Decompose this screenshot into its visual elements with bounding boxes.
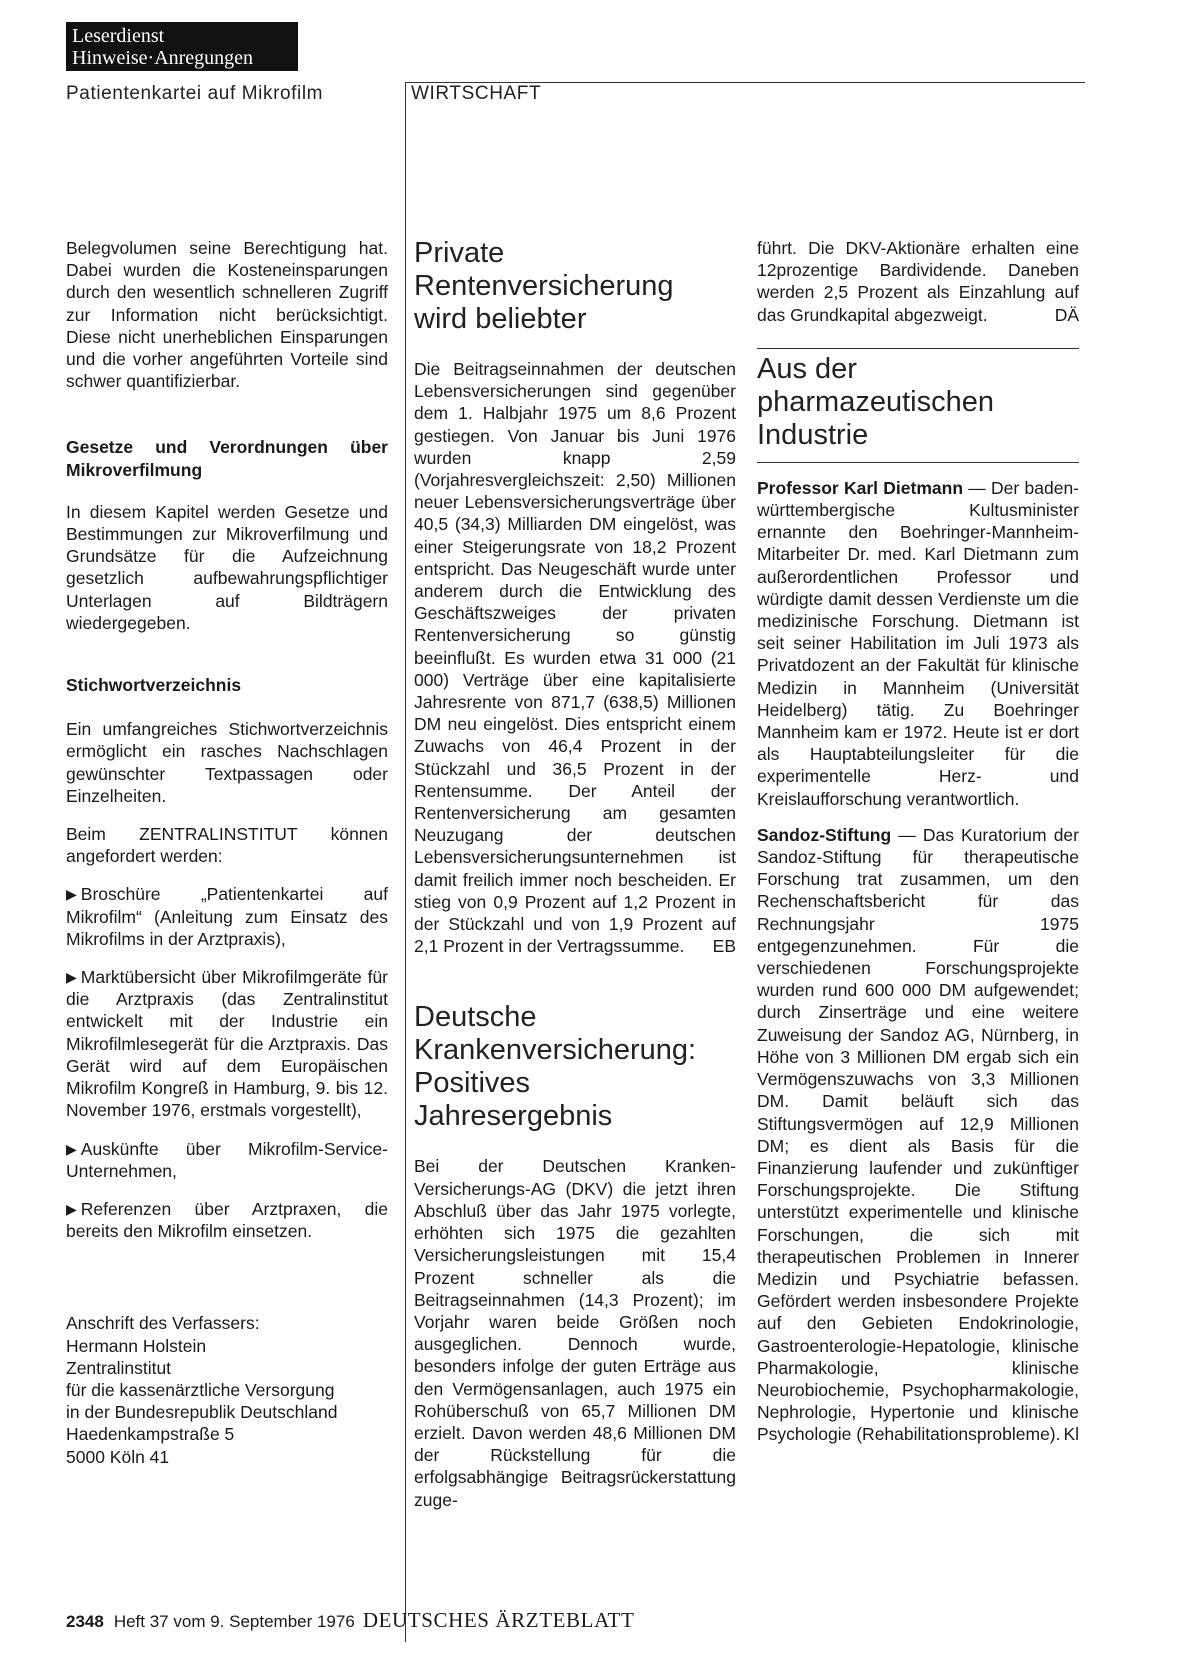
header-rule — [405, 82, 1085, 83]
title-line: Aus der — [757, 352, 857, 385]
bullet-text: Marktübersicht über Mikrofilmgeräte für die Arztpraxis (das Zentralinstitut entwickelt mit der Industrie ein Mikrofilmlesegerät für die Arztpraxis. Das Gerät wird auf dem Europäischen Mikrofilm Kongreß in Hamburg, 9. bis 12. November 1976, erstmals vorgestellt), — [66, 967, 388, 1121]
address-line: Zentralinstitut — [66, 1357, 172, 1378]
title-line: Rentenversicherung — [414, 270, 674, 302]
article-title — [414, 1001, 736, 1133]
column-divider — [405, 82, 406, 1642]
author-initials: Kl — [1063, 1424, 1079, 1445]
news-text: — Der baden-württembergische Kultusminister ernannte den Boehringer-Mannheim-Mitarbeiter Dr. med. Karl Dietmann zum außerordentlichen Professor und würdigte damit dessen Verdienste um die medizinische Forschung. Dietmann ist seit seiner Habilitation im Juli 1973 als Privatdozent an der Fakultät für klinische Medizin in Mannheim (Universität Heidelberg) tätig. Zu Boehringer Mannheim kam er 1972. Heute ist er dort als Hauptabteilungsleiter für die experimentelle Herz- und Kreislaufforschung verantwortlich. — [757, 477, 1080, 809]
news-item — [757, 824, 1079, 1446]
title-line: Private — [414, 237, 505, 269]
bullet-item — [66, 883, 388, 950]
column-3 — [757, 237, 1079, 1446]
page-footer — [66, 1608, 634, 1633]
section-title — [757, 353, 1079, 452]
address-line: Hermann Holstein — [66, 1335, 207, 1356]
title-line: Industrie — [757, 418, 869, 451]
subheading: Gesetze und Verordnungen über Mikroverfilmung — [66, 437, 388, 480]
triangle-bullet-icon: ▶ — [66, 1200, 77, 1217]
title-line: Positives — [414, 1067, 531, 1100]
title-line: Deutsche — [414, 1001, 537, 1034]
news-text: — Das Kuratorium der Sandoz-Stiftung für therapeutische Forschung trat zusammen, um den Rechenschaftsbericht für das Rechnungsjahr 1975 entgegenzunehmen. Für die verschiedenen Forschungsprojekte wurden rund 600 000 DM aufgewendet; durch Zinserträge und eine weitere Zuweisung der Sandoz AG, Nürnberg, in Höhe von 3 Millionen DM ergab sich ein Vermögenszuwachs von 3,3 Millionen DM. Damit beläuft sich das Stiftungsvermögen auf 12,9 Millionen DM; es dient als Basis für die Finanzierung laufender und zukünftiger Forschungsprojekte. Die Stiftung unterstützt experimentelle und klinische Forschungen, die sich mit therapeutischen Problemen in Innerer Medizin und Psychiatrie befassen. Gefördert werden insbesondere Projekte auf den Gebieten Endokrinologie, Gastroenterologie-Hepatologie, klinische Pharmakologie, klinische Neurobiochemie, Psychopharmakologie, Nephrologie, Hypertonie und klinische Psychologie (Rehabilitationsprobleme). — [757, 824, 1079, 1445]
news-lead: Sandoz-Stiftung — [757, 824, 892, 845]
section-rule — [757, 462, 1079, 463]
address-line: für die kassenärztliche Versorgung — [66, 1379, 335, 1400]
paragraph: Beim ZENTRALINSTITUT können angefordert werden: — [66, 824, 388, 867]
title-line: pharmazeutischen — [757, 385, 994, 418]
paragraph — [414, 358, 736, 957]
masthead: DEUTSCHES ÄRZTEBLATT — [362, 1608, 635, 1632]
address-line: Anschrift des Verfassers: — [66, 1313, 260, 1334]
triangle-bullet-icon: ▶ — [66, 886, 77, 903]
bullet-text: Broschüre „Patientenkartei auf Mikrofilm“ (Anleitung zum Einsatz des Mikrofilms in der Arztpraxis), — [66, 884, 388, 949]
author-initials: DÄ — [1054, 304, 1079, 325]
right-header: WIRTSCHAFT — [411, 83, 542, 104]
author-address — [66, 1312, 388, 1467]
paragraph: Bei der Deutschen Kranken-Versicherungs-AG (DKV) die jetzt ihren Abschluß über das Jahr 1975 vorlegte, erhöhten sich 1975 die gezahlten Versicherungsleistungen mit 15,4 Prozent schneller als die Beitragseinnahmen (14,3 Prozent); im Vorjahr waren beide Größen noch ausgeglichen. Dennoch wurde, besonders infolge der guten Erträge aus den Vermögensanlagen, auch 1975 ein Rohüberschuß von 65,7 Millionen DM erzielt. Davon werden 48,6 Millionen DM der Rückstellung für die erfolgsabhängige Beitragsrückerstattung zuge- — [414, 1156, 736, 1510]
bullet-text: Auskünfte über Mikrofilm-Service-Unternehmen, — [66, 1138, 388, 1181]
title-line: wird beliebter — [414, 303, 587, 335]
badge-line-1: Leserdienst — [72, 25, 165, 47]
bullet-item — [66, 1198, 388, 1242]
issue-info: Heft 37 vom 9. September 1976 — [113, 1612, 355, 1631]
title-line: Jahresergebnis — [414, 1100, 613, 1133]
paragraph — [757, 237, 1079, 326]
column-2 — [414, 237, 736, 1511]
news-item — [757, 477, 1079, 810]
badge-line-2: Hinweise·Anregungen — [72, 47, 254, 69]
paragraph: In diesem Kapitel werden Gesetze und Bestimmungen zur Mikroverfilmung und Grundsätze für die Aufzeichnung gesetzlich aufbewahrungspflichtiger Unterlagen auf Bildträgern wiedergegeben. — [66, 501, 388, 633]
left-header: Patientenkartei auf Mikrofilm — [66, 83, 324, 104]
paragraph-text: führt. Die DKV-Aktionäre erhalten eine 12prozentige Bardividende. Daneben werden 2,5 Prozent als Einzahlung auf das Grundkapital abgezweigt. — [757, 238, 1079, 325]
section-badge — [66, 22, 298, 71]
triangle-bullet-icon: ▶ — [66, 969, 77, 986]
article-title — [414, 237, 736, 336]
author-initials: EB — [712, 936, 736, 957]
news-lead: Professor Karl Dietmann — [757, 477, 964, 498]
bullet-text: Referenzen über Arztpraxen, die bereits den Mikrofilm einsetzen. — [66, 1198, 388, 1242]
section-rule — [757, 348, 1079, 349]
paragraph-text: Die Beitragseinnahmen der deutschen Lebensversicherungen sind gegenüber dem 1. Halbjahr 1975 um 8,6 Prozent gestiegen. Von Januar bis Juni 1976 wurden knapp 2,59 (Vorjahresvergleichszeit: 2,50) Millionen neuer Lebensversicherungsverträge über 40,5 (34,3) Milliarden DM eingelöst, was einer Steigerungsrate von 18,2 Prozent entspricht. Das Neugeschäft wurde unter anderem durch die Entwicklung des Geschäftszweiges der privaten Rentenversicherung so günstig beeinflußt. Es wurden etwa 31 000 (21 000) Verträge über eine kapitalisierte Jahresrente von 871,7 (638,5) Millionen DM neu eingelöst. Dies entspricht einem Zuwachs von 46,4 Prozent in der Stückzahl und 36,5 Prozent in der Rentensumme. Der Anteil der Rentenversicherung am gesamten Neuzugang der deutschen Lebensversicherungsunternehmen ist damit freilich immer noch bescheiden. Er stieg von 0,9 Prozent auf 1,2 Prozent in der Stückzahl und von 1,9 Prozent auf 2,1 Prozent in der Vertragssumme. — [414, 359, 736, 957]
bullet-item — [66, 1138, 388, 1182]
bullet-item — [66, 966, 388, 1121]
address-line: Haedenkampstraße 5 — [66, 1424, 235, 1445]
triangle-bullet-icon: ▶ — [66, 1140, 77, 1157]
address-line: 5000 Köln 41 — [66, 1446, 170, 1467]
paragraph: Ein umfangreiches Stichwortverzeichnis ermöglicht ein rasches Nachschlagen gewünschter Textpassagen oder Einzelheiten. — [66, 719, 388, 806]
column-1 — [66, 237, 388, 1468]
subheading: Stichwortverzeichnis — [66, 675, 242, 696]
address-line: in der Bundesrepublik Deutschland — [66, 1402, 338, 1423]
page-number: 2348 — [66, 1612, 104, 1631]
paragraph: Belegvolumen seine Berechtigung hat. Dabei wurden die Kosteneinsparungen durch den wesentlich schnelleren Zugriff zur Information nicht berücksichtigt. Diese nicht unerheblichen Einsparungen und die vorher angeführten Vorteile sind schwer quantifizierbar. — [66, 238, 388, 392]
title-line: Krankenversicherung: — [414, 1034, 697, 1067]
